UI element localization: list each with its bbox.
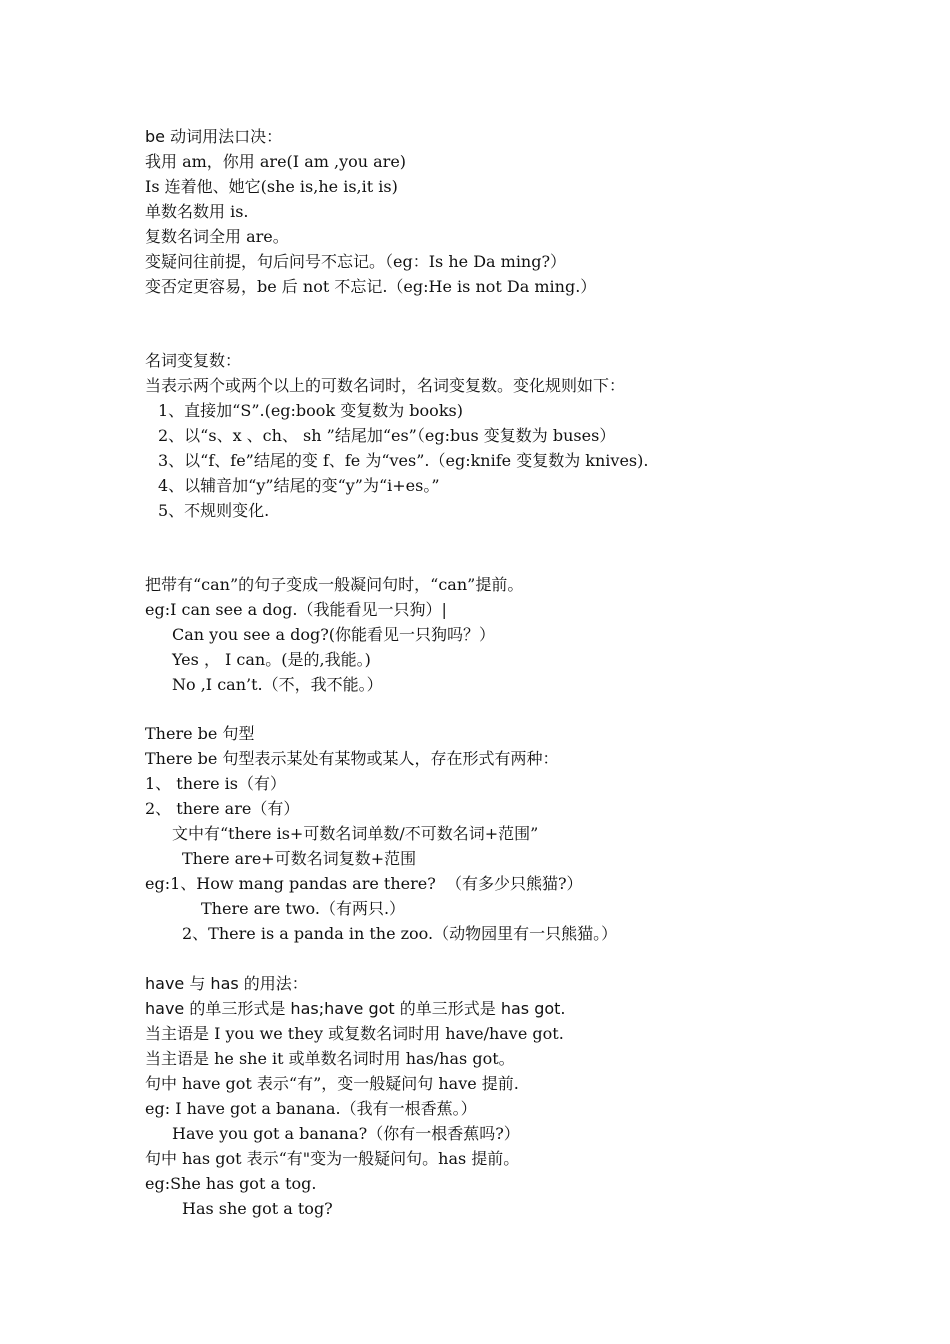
- there-be-rule-2: There are+可数名词复数+范围: [182, 849, 417, 868]
- there-be-intro: There be 句型表示某处有某物或某人，存在形式有两种：: [145, 749, 559, 768]
- there-be-rule-1: 文中有“there is+可数名词单数/不可数名词+范围”: [172, 824, 539, 843]
- there-be-example-2: 2、There is a panda in the zoo.（动物园里有一只熊猫。）: [182, 924, 618, 943]
- plural-rule-3: 3、以“f、fe”结尾的变 f、fe 为“ves”.（eg:knife 变复数为 knives).: [158, 451, 649, 470]
- be-line-2: Is 连着他、她它(she is,he is,it is): [145, 177, 398, 196]
- there-be-item-2: 2、 there are（有）: [145, 799, 300, 818]
- plural-intro: 当表示两个或两个以上的可数名词时，名词变复数。变化规则如下：: [145, 376, 626, 395]
- have-example-1: eg: I have got a banana.（我有一根香蕉。）: [145, 1099, 477, 1118]
- can-example: eg:I can see a dog.（我能看见一只狗）|: [145, 600, 447, 619]
- be-section-heading: be 动词用法口决：: [145, 127, 283, 146]
- there-be-heading: There be 句型: [145, 724, 255, 743]
- have-line-3: 句中 have got 表示“有”，变一般疑问句 have 提前.: [145, 1074, 519, 1093]
- plural-section-heading: 名词变复数：: [145, 351, 242, 370]
- have-line-4: 句中 has got 表示“有"变为一般疑问句。has 提前。: [145, 1149, 520, 1168]
- there-be-example-1: eg:1、How mang pandas are there? （有多少只熊猫?）: [145, 874, 583, 893]
- there-be-item-1: 1、 there is（有）: [145, 774, 287, 793]
- have-example-2: eg:She has got a tog.: [145, 1174, 317, 1193]
- plural-rule-4: 4、以辅音加“y”结尾的变“y”为“i+es。”: [158, 476, 440, 495]
- have-example-2-question: Has she got a tog?: [182, 1199, 333, 1218]
- plural-rule-1: 1、直接加“S”.(eg:book 变复数为 books): [158, 401, 463, 420]
- have-line-1: 当主语是 I you we they 或复数名词时用 have/have got.: [145, 1024, 564, 1043]
- can-line-2: Yes ， I can。(是的,我能。): [172, 650, 371, 669]
- can-intro: 把带有“can”的句子变成一般凝问句时，“can”提前。: [145, 575, 524, 594]
- plural-rule-2: 2、以“s、x 、ch、 sh ”结尾加“es”（eg:bus 变复数为 buses）: [158, 426, 616, 445]
- have-example-1-question: Have you got a banana?（你有一根香蕉吗?）: [172, 1124, 520, 1143]
- there-be-example-1-answer: There are two.（有两只.）: [201, 899, 406, 918]
- can-line-1: Can you see a dog?(你能看见一只狗吗？）: [172, 625, 496, 644]
- have-has-heading: have 与 has 的用法：: [145, 974, 308, 993]
- be-line-6: 变否定更容易，be 后 not 不忘记.（eg:He is not Da ming.）: [145, 277, 597, 296]
- be-line-3: 单数名数用 is.: [145, 202, 249, 221]
- have-line-2: 当主语是 he she it 或单数名词时用 has/has got。: [145, 1049, 515, 1068]
- have-has-subheading: have 的单三形式是 has;have got 的单三形式是 has got.: [145, 999, 566, 1018]
- plural-rule-5: 5、不规则变化.: [158, 501, 270, 520]
- be-line-1: 我用 am，你用 are(I am ,you are): [145, 152, 407, 171]
- be-line-5: 变疑问往前提，句后问号不忘记。（eg：Is he Da ming?）: [145, 252, 567, 271]
- be-line-4: 复数名词全用 are。: [145, 227, 289, 246]
- can-line-3: No ,I can’t.（不，我不能。）: [172, 675, 383, 694]
